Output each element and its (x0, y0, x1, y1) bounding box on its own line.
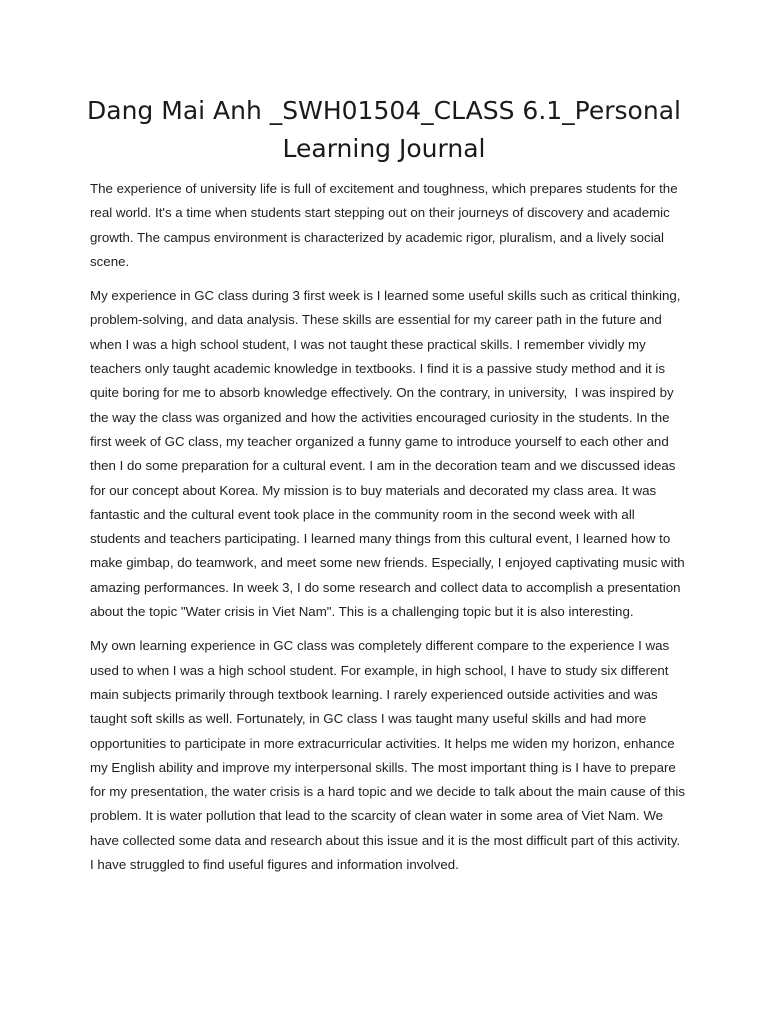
paragraph-experience: My experience in GC class during 3 first week is I learned some useful skills such as critical thinking, problem-solving, and data analysis. These skills are essential for my career path in the future and when I was a high school student, I was not taught these practical skills. I remember vividly my teachers only taught academic knowledge in textbooks. I find it is a passive study method and it is quite boring for me to absorb knowledge effectively. On the contrary, in university, I was inspired by the way the class was organized and how the activities encouraged curiosity in the students. In the first week of GC class, my teacher organized a funny game to introduce yourself to each other and then I do some preparation for a cultural event. I am in the decoration team and we discussed ideas for our concept about Korea. My mission is to buy materials and decorated my class area. It was fantastic and the cultural event took place in the community room in the second week with all students and teachers participating. I learned many things from this cultural event, I learned how to make gimbap, do teamwork, and meet some new friends. Especially, I enjoyed captivating music with amazing performances. In week 3, I do some research and collect data to accomplish a presentation about the topic "Water crisis in Viet Nam". This is a challenging topic but it is also interesting. (90, 288, 689, 620)
document-body (90, 177, 689, 887)
document-title: Dang Mai Anh _SWH01504_CLASS 6.1_Personal Learning Journal (87, 96, 681, 163)
paragraph-comparison: My own learning experience in GC class was completely different compare to the experience I was used to when I was a high school student. For example, in high school, I have to study six different main subjects primarily through textbook learning. I rarely experienced outside activities and was taught soft skills as well. Fortunately, in GC class I was taught many useful skills and had more opportunities to participate in more extracurricular activities. It helps me widen my horizon, enhance my English ability and improve my interpersonal skills. The most important thing is I have to prepare for my presentation, the water crisis is a hard topic and we decide to talk about the main cause of this problem. It is water pollution that lead to the scarcity of clean water in some area of Viet Nam. We have collected some data and research about this issue and it is the most difficult part of this activity. I have struggled to find useful figures and information involved. (90, 638, 689, 873)
paragraph-intro: The experience of university life is full of excitement and toughness, which prepares students for the real world. It's a time when students start stepping out on their journeys of discovery and academic growth. The campus environment is characterized by academic rigor, pluralism, and a lively social scene. (90, 181, 682, 269)
